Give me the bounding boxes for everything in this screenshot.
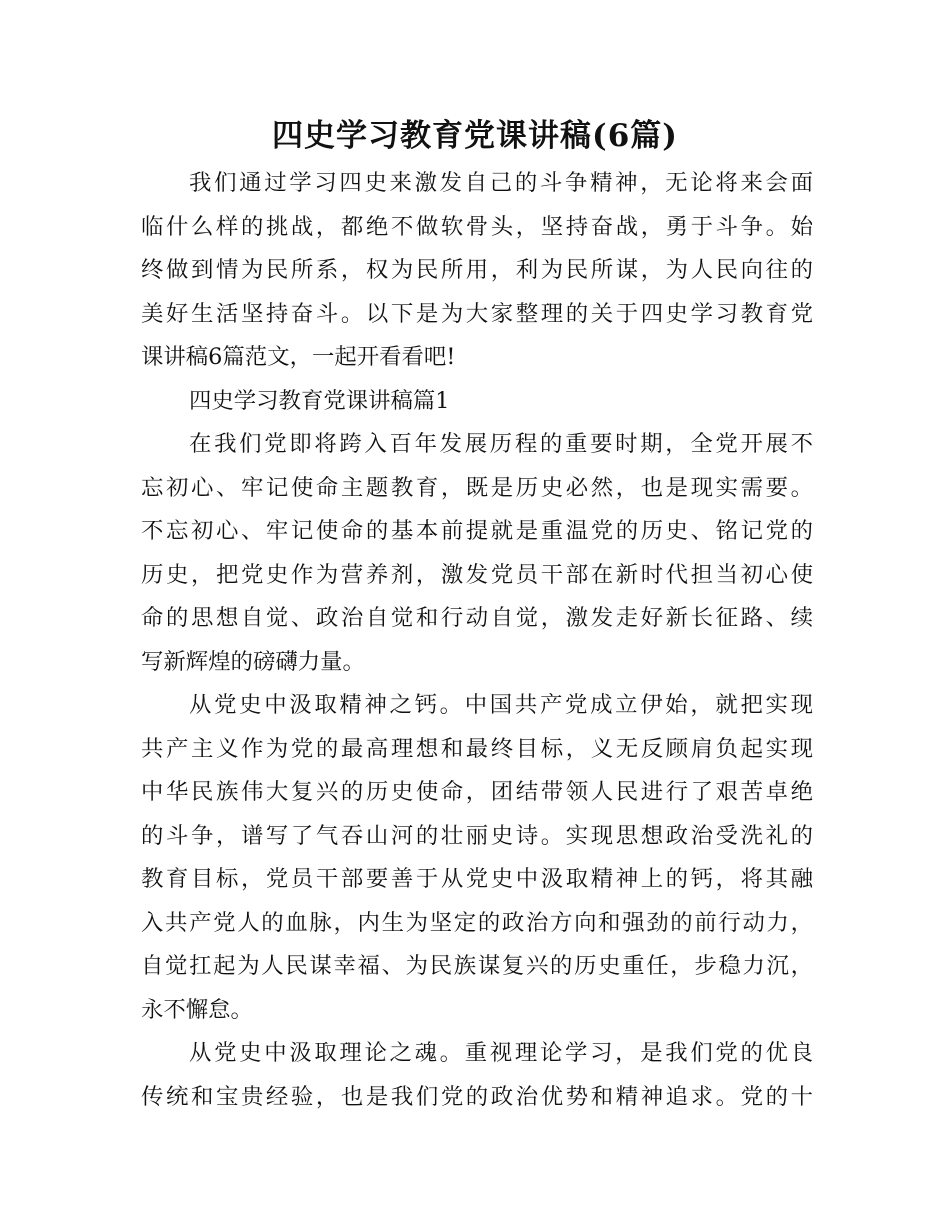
paragraph-line: 不忘初心、牢记使命的基本前提就是重温党的历史、铭记党的 bbox=[141, 518, 813, 544]
paragraph-line: 中华民族伟大复兴的历史使命，团结带领人民进行了艰苦卓绝 bbox=[141, 779, 813, 805]
paragraph-line: 美好生活坚持奋斗。以下是为大家整理的关于四史学习教育党 bbox=[141, 300, 813, 327]
paragraph-line: 写新辉煌的磅礴力量。 bbox=[141, 648, 365, 675]
paragraph-line: 永不懈怠。 bbox=[141, 996, 253, 1023]
paragraph-line: 终做到情为民所系，权为民所用，利为民所谋，为人民向往的 bbox=[141, 257, 813, 283]
paragraph-line: 在我们党即将跨入百年发展历程的重要时期，全党开展不 bbox=[189, 431, 813, 457]
paragraph-line: 临什么样的挑战，都绝不做软骨头，坚持奋战，勇于斗争。始 bbox=[141, 213, 813, 240]
paragraph-line: 忘初心、牢记使命主题教育，既是历史必然，也是现实需要。 bbox=[141, 474, 813, 501]
paragraph-line: 的斗争，谱写了气吞山河的壮丽史诗。实现思想政治受洗礼的 bbox=[141, 822, 813, 849]
paragraph-line: 入共产党人的血脉，内生为坚定的政治方向和强劲的前行动力， bbox=[141, 909, 813, 936]
paragraph-line: 命的思想自觉、政治自觉和行动自觉，激发走好新长征路、续 bbox=[141, 605, 813, 631]
paragraph-line: 传统和宝贵经验，也是我们党的政治优势和精神追求。党的十 bbox=[141, 1083, 813, 1110]
section-heading: 四史学习教育党课讲稿篇1 bbox=[189, 387, 450, 414]
paragraph-line: 从党史中汲取精神之钙。中国共产党成立伊始，就把实现 bbox=[189, 692, 813, 718]
paragraph-line: 我们通过学习四史来激发自己的斗争精神，无论将来会面 bbox=[189, 170, 813, 196]
paragraph-line: 自觉扛起为人民谋幸福、为民族谋复兴的历史重任，步稳力沉， bbox=[141, 953, 813, 979]
paragraph-line: 从党史中汲取理论之魂。重视理论学习，是我们党的优良 bbox=[189, 1040, 813, 1066]
paragraph-line: 历史，把党史作为营养剂，激发党员干部在新时代担当初心使 bbox=[141, 561, 813, 588]
paragraph-line: 共产主义作为党的最高理想和最终目标，义无反顾肩负起实现 bbox=[141, 735, 813, 762]
document-body bbox=[141, 162, 813, 1119]
paragraph-line: 教育目标，党员干部要善于从党史中汲取精神上的钙，将其融 bbox=[141, 866, 813, 892]
paragraph-line: 课讲稿6篇范文，一起开看看吧! bbox=[141, 344, 456, 370]
document-title: 四史学习教育党课讲稿(6篇) bbox=[272, 118, 678, 154]
